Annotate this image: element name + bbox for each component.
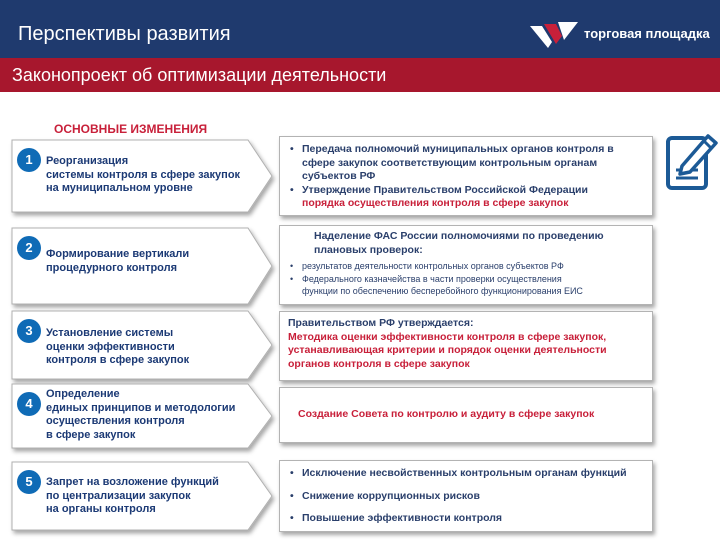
detail-box-5 — [279, 460, 653, 532]
page-title: Перспективы развития — [18, 23, 231, 45]
logo[interactable] — [528, 18, 708, 52]
step-number-2: 2 — [17, 236, 41, 260]
detail-2-intro: Наделение ФАС России полномочиями по проведению плановых проверок: — [314, 230, 604, 256]
step-number-1: 1 — [17, 148, 41, 172]
detail-4-council: Создание Совета по контролю и аудиту в сфере закупок — [298, 408, 595, 420]
logo-text: торговая площадка — [584, 26, 710, 41]
logo-bird-icon — [528, 20, 580, 50]
step-text-5: Запрет на возложение функций по централизации закупок на органы контроля — [46, 476, 219, 515]
step-text-2: Формирование вертикали процедурного контроля — [46, 248, 190, 274]
step-text-3: Установление системы оценки эффективности контроля в сфере закупок — [46, 327, 190, 366]
detail-box-3 — [279, 311, 653, 381]
detail-5-bullet-2: • Снижение коррупционных рисков — [288, 490, 644, 504]
step-text-1: Реорганизация системы контроля в сфере закупок на муниципальном уровне — [46, 155, 241, 194]
detail-2-bullet-2: • Федерального казначейства в части проверки осуществления функции по обеспечению бесперебойного функционирования ЕИС — [288, 273, 644, 298]
detail-1-bullet-1: • Передача полномочий муниципальных органов контроля в сфере закупок соответствующим контрольным органам субъектов РФ — [288, 143, 644, 184]
detail-box-4 — [279, 387, 653, 443]
detail-5-bullet-1: • Исключение несвойственных контрольным органам функций — [288, 467, 644, 481]
detail-3-methodology: Методика оценки эффективности контроля в сфере закупок, устанавливающая критерии и порядок оценки деятельности органов контроля в сфере закупок — [288, 330, 607, 370]
step-text-4: Определение единых принципов и методологии осуществления контроля в сфере закупок — [46, 388, 236, 441]
detail-1-bullet-2: • Утверждение Правительством Российской Федерации порядка осуществления контроля в сфере закупок — [288, 184, 644, 211]
detail-box-1 — [279, 136, 653, 216]
slide-subtitle: Законопроект об оптимизации деятельности — [12, 65, 387, 85]
step-number-5: 5 — [17, 470, 41, 494]
detail-3-intro: Правительством РФ утверждается: — [288, 317, 474, 329]
detail-box-2 — [279, 225, 653, 305]
document-pencil-icon — [664, 128, 720, 194]
detail-2-bullet-1: • результатов деятельности контрольных органов субъектов РФ — [288, 260, 644, 273]
section-title: ОСНОВНЫЕ ИЗМЕНЕНИЯ — [54, 122, 208, 136]
step-number-4: 4 — [17, 392, 41, 416]
detail-5-bullet-3: • Повышение эффективности контроля — [288, 512, 644, 526]
step-number-3: 3 — [17, 319, 41, 343]
